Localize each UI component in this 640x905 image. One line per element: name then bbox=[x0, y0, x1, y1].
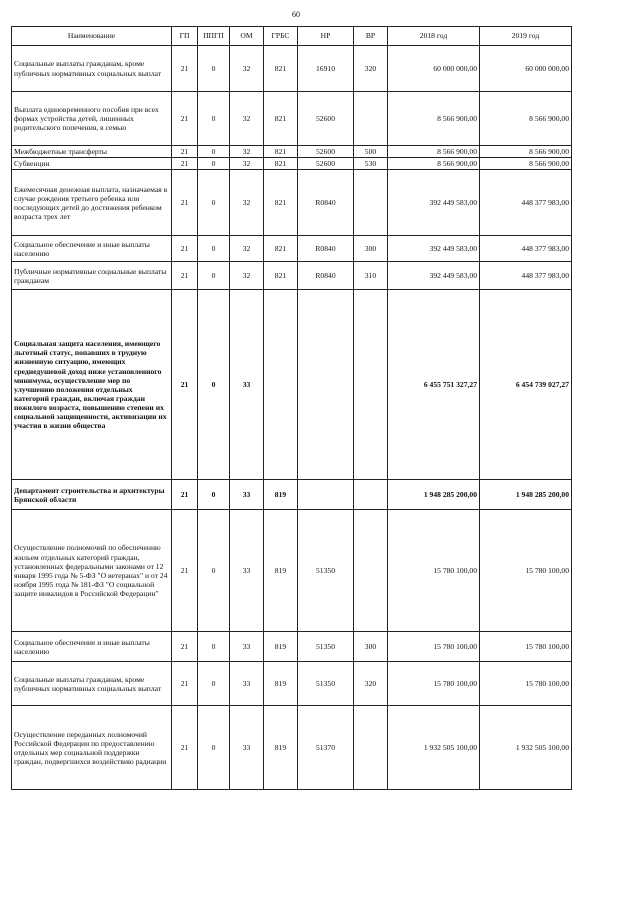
row-nr: 52600 bbox=[298, 92, 354, 146]
row-ppgp: 0 bbox=[198, 662, 230, 706]
row-2018: 392 449 583,00 bbox=[388, 262, 480, 290]
row-ppgp: 0 bbox=[198, 480, 230, 510]
row-vr: 320 bbox=[354, 46, 388, 92]
row-grbs: 821 bbox=[264, 262, 298, 290]
row-2019: 1 948 285 200,00 bbox=[480, 480, 572, 510]
row-grbs: 819 bbox=[264, 706, 298, 790]
row-2019: 15 780 100,00 bbox=[480, 662, 572, 706]
row-name: Социальные выплаты гражданам, кроме публичных нормативных социальных выплат bbox=[12, 662, 172, 706]
table-row bbox=[12, 146, 572, 158]
row-gp: 21 bbox=[172, 170, 198, 236]
header-2018: 2018 год bbox=[388, 27, 480, 46]
row-2019: 448 377 983,00 bbox=[480, 262, 572, 290]
row-nr: R0840 bbox=[298, 262, 354, 290]
row-grbs: 821 bbox=[264, 236, 298, 262]
header-ppgp: ППГП bbox=[198, 27, 230, 46]
row-name: Ежемесячная денежная выплата, назначаемая в случае рождения третьего ребенка или последующих детей до достижения ребенком возраста трех лет bbox=[12, 170, 172, 236]
row-vr bbox=[354, 92, 388, 146]
row-grbs: 821 bbox=[264, 158, 298, 170]
row-gp: 21 bbox=[172, 236, 198, 262]
row-vr: 300 bbox=[354, 236, 388, 262]
row-2018: 60 000 000,00 bbox=[388, 46, 480, 92]
row-grbs bbox=[264, 290, 298, 480]
row-vr bbox=[354, 170, 388, 236]
row-nr: 52600 bbox=[298, 158, 354, 170]
row-grbs: 819 bbox=[264, 510, 298, 632]
row-gp: 21 bbox=[172, 632, 198, 662]
row-om: 32 bbox=[230, 46, 264, 92]
row-2019: 15 780 100,00 bbox=[480, 510, 572, 632]
row-ppgp: 0 bbox=[198, 146, 230, 158]
row-name: Департамент строительства и архитектуры Брянской области bbox=[12, 480, 172, 510]
header-grbs: ГРБС bbox=[264, 27, 298, 46]
header-row bbox=[12, 27, 572, 46]
row-name: Выплата единовременного пособия при всех формах устройства детей, лишенных родительского попечения, в семью bbox=[12, 92, 172, 146]
row-grbs: 819 bbox=[264, 480, 298, 510]
row-2018: 392 449 583,00 bbox=[388, 236, 480, 262]
row-gp: 21 bbox=[172, 510, 198, 632]
row-ppgp: 0 bbox=[198, 632, 230, 662]
row-om: 33 bbox=[230, 480, 264, 510]
table-row bbox=[12, 706, 572, 790]
row-2018: 15 780 100,00 bbox=[388, 662, 480, 706]
row-nr bbox=[298, 480, 354, 510]
header-nr: НР bbox=[298, 27, 354, 46]
row-2018: 15 780 100,00 bbox=[388, 632, 480, 662]
row-vr bbox=[354, 510, 388, 632]
row-2019: 8 566 900,00 bbox=[480, 146, 572, 158]
row-om: 33 bbox=[230, 706, 264, 790]
table-row bbox=[12, 510, 572, 632]
table-row bbox=[12, 632, 572, 662]
row-name: Социальное обеспечение и иные выплаты населению bbox=[12, 236, 172, 262]
row-om: 32 bbox=[230, 262, 264, 290]
row-2019: 15 780 100,00 bbox=[480, 632, 572, 662]
row-name: Межбюджетные трансферты bbox=[12, 146, 172, 158]
row-2018: 1 932 505 100,00 bbox=[388, 706, 480, 790]
row-om: 33 bbox=[230, 632, 264, 662]
row-2019: 8 566 900,00 bbox=[480, 158, 572, 170]
row-2019: 448 377 983,00 bbox=[480, 170, 572, 236]
table-row bbox=[12, 480, 572, 510]
page-number: 60 bbox=[292, 10, 300, 19]
row-nr: R0840 bbox=[298, 170, 354, 236]
row-name: Осуществление полномочий по обеспечению жильем отдельных категорий граждан, установленных федеральными законами от 12 января 1995 года № 5-ФЗ "О ветеранах" и от 24 ноября 1995 года № 181-ФЗ "О социальной защите инвалидов в Российской Федерации" bbox=[12, 510, 172, 632]
row-om: 33 bbox=[230, 290, 264, 480]
row-gp: 21 bbox=[172, 146, 198, 158]
row-gp: 21 bbox=[172, 480, 198, 510]
row-2018: 8 566 900,00 bbox=[388, 92, 480, 146]
row-nr bbox=[298, 290, 354, 480]
row-vr bbox=[354, 480, 388, 510]
row-gp: 21 bbox=[172, 46, 198, 92]
row-nr: R0840 bbox=[298, 236, 354, 262]
row-2018: 1 948 285 200,00 bbox=[388, 480, 480, 510]
row-ppgp: 0 bbox=[198, 290, 230, 480]
row-nr: 51350 bbox=[298, 662, 354, 706]
row-name: Публичные нормативные социальные выплаты гражданам bbox=[12, 262, 172, 290]
row-grbs: 821 bbox=[264, 92, 298, 146]
row-ppgp: 0 bbox=[198, 236, 230, 262]
row-ppgp: 0 bbox=[198, 170, 230, 236]
table-row bbox=[12, 290, 572, 480]
row-nr: 51350 bbox=[298, 510, 354, 632]
row-2019: 6 454 739 027,27 bbox=[480, 290, 572, 480]
header-2019: 2019 год bbox=[480, 27, 572, 46]
row-vr bbox=[354, 290, 388, 480]
header-gp: ГП bbox=[172, 27, 198, 46]
row-name: Социальные выплаты гражданам, кроме публичных нормативных социальных выплат bbox=[12, 46, 172, 92]
row-2019: 448 377 983,00 bbox=[480, 236, 572, 262]
table-row bbox=[12, 236, 572, 262]
row-grbs: 821 bbox=[264, 146, 298, 158]
row-name: Социальная защита населения, имеющего льготный статус, попавших в трудную жизненную ситуацию, имеющих среднедушевой доход ниже установленного минимума, осуществление мер по улучшению положения отдельных категорий граждан, включая граждан пожилого возраста, повышению степени их социальной защищенности, активизации их участия в жизни общества bbox=[12, 290, 172, 480]
row-om: 32 bbox=[230, 170, 264, 236]
row-gp: 21 bbox=[172, 290, 198, 480]
row-gp: 21 bbox=[172, 92, 198, 146]
row-grbs: 819 bbox=[264, 662, 298, 706]
row-gp: 21 bbox=[172, 706, 198, 790]
row-om: 33 bbox=[230, 510, 264, 632]
row-om: 32 bbox=[230, 92, 264, 146]
row-gp: 21 bbox=[172, 262, 198, 290]
row-nr: 51370 bbox=[298, 706, 354, 790]
table-row bbox=[12, 262, 572, 290]
row-vr: 310 bbox=[354, 262, 388, 290]
row-2018: 8 566 900,00 bbox=[388, 146, 480, 158]
row-nr: 52600 bbox=[298, 146, 354, 158]
table-row bbox=[12, 662, 572, 706]
row-nr: 16910 bbox=[298, 46, 354, 92]
row-vr: 320 bbox=[354, 662, 388, 706]
table-row bbox=[12, 170, 572, 236]
header-om: ОМ bbox=[230, 27, 264, 46]
row-2018: 392 449 583,00 bbox=[388, 170, 480, 236]
table-row bbox=[12, 92, 572, 146]
row-2019: 1 932 505 100,00 bbox=[480, 706, 572, 790]
row-2018: 15 780 100,00 bbox=[388, 510, 480, 632]
row-name: Субвенции bbox=[12, 158, 172, 170]
row-ppgp: 0 bbox=[198, 46, 230, 92]
budget-table bbox=[11, 26, 572, 790]
row-vr bbox=[354, 706, 388, 790]
row-2018: 6 455 751 327,27 bbox=[388, 290, 480, 480]
row-om: 32 bbox=[230, 146, 264, 158]
row-2019: 8 566 900,00 bbox=[480, 92, 572, 146]
row-om: 33 bbox=[230, 662, 264, 706]
row-grbs: 821 bbox=[264, 46, 298, 92]
row-name: Осуществление переданных полномочий Российской Федерации по предоставлению отдельных мер социальной поддержки граждан, подвергшихся воздействию радиации bbox=[12, 706, 172, 790]
header-vr: ВР bbox=[354, 27, 388, 46]
row-grbs: 821 bbox=[264, 170, 298, 236]
row-ppgp: 0 bbox=[198, 706, 230, 790]
row-gp: 21 bbox=[172, 158, 198, 170]
row-ppgp: 0 bbox=[198, 158, 230, 170]
row-2018: 8 566 900,00 bbox=[388, 158, 480, 170]
row-name: Социальное обеспечение и иные выплаты населению bbox=[12, 632, 172, 662]
row-vr: 500 bbox=[354, 146, 388, 158]
row-2019: 60 000 000,00 bbox=[480, 46, 572, 92]
header-name: Наименование bbox=[12, 27, 172, 46]
row-ppgp: 0 bbox=[198, 92, 230, 146]
row-ppgp: 0 bbox=[198, 262, 230, 290]
row-grbs: 819 bbox=[264, 632, 298, 662]
table-row bbox=[12, 46, 572, 92]
row-vr: 300 bbox=[354, 632, 388, 662]
row-ppgp: 0 bbox=[198, 510, 230, 632]
table-row bbox=[12, 158, 572, 170]
row-gp: 21 bbox=[172, 662, 198, 706]
row-om: 32 bbox=[230, 158, 264, 170]
row-nr: 51350 bbox=[298, 632, 354, 662]
row-om: 32 bbox=[230, 236, 264, 262]
row-vr: 530 bbox=[354, 158, 388, 170]
